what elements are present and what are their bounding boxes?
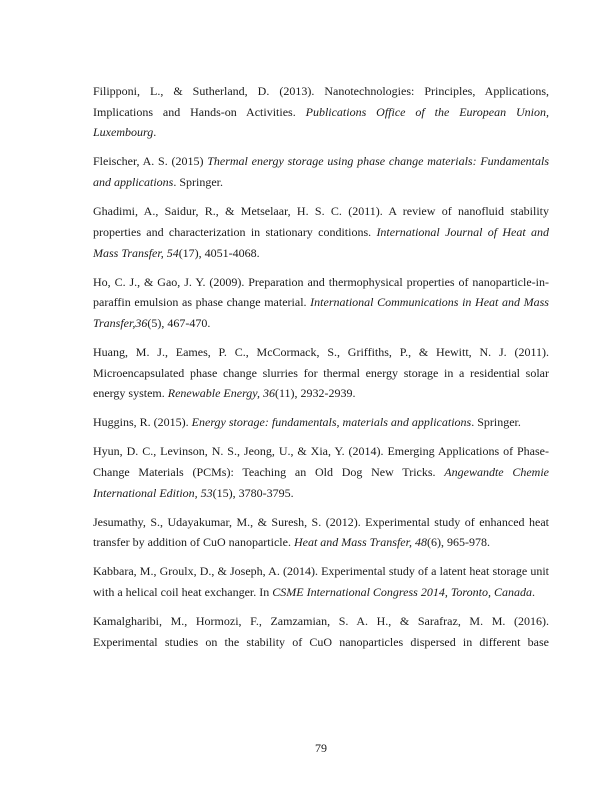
reference-text-segment: (6), 965-978. xyxy=(426,535,490,550)
reference-entry xyxy=(93,512,549,553)
reference-italic-segment: Angewandte Chemie International Edition, 53 xyxy=(93,465,550,500)
reference-text-segment: Jesumathy, S., Udayakumar, M., & Suresh, S. (2012). Experimental study of enhanced heat transfer by addition of CuO nanoparticle. xyxy=(93,514,549,550)
reference-text-segment: Fleischer, A. S. (2015) xyxy=(93,154,208,169)
reference-italic-segment: International Journal of Heat and Mass Transfer, 54 xyxy=(93,224,549,260)
reference-text-segment: Huang, M. J., Eames, P. C., McCormack, S., Griffiths, P., & Hewitt, N. J. (2011). Microencapsulated phase change slurries for thermal energy storage in a residential solar energy system. xyxy=(93,344,549,401)
reference-italic-segment: Renewable Energy, 36 xyxy=(167,386,275,401)
reference-italic-segment: CSME International Congress 2014, Toronto, Canada xyxy=(272,585,532,600)
reference-italic-segment: Energy storage: fundamentals, materials and applications xyxy=(191,415,472,430)
reference-italic-segment: International Communications in Heat and Mass Transfer,36 xyxy=(93,295,549,330)
reference-entry xyxy=(93,342,549,404)
reference-text-segment: . xyxy=(531,585,535,600)
reference-text-segment: Kamalgharibi, M., Hormozi, F., Zamzamian, S. A. H., & Sarafraz, M. M. (2016). Experimental studies on the stability of CuO nanoparticles dispersed in different base xyxy=(93,614,549,649)
reference-text-segment: (15), 3780-3795. xyxy=(212,485,294,500)
reference-text-segment: (17), 4051-4068. xyxy=(178,245,260,260)
reference-italic-segment: Thermal energy storage using phase change materials: Fundamentals and applications xyxy=(93,154,549,190)
reference-entry xyxy=(93,611,549,652)
reference-text-segment: Huggins, R. (2015). xyxy=(93,415,192,430)
reference-text-segment: Ghadimi, A., Saidur, R., & Metselaar, H. S. C. (2011). A review of nanofluid stability properties and characterization in stationary conditions. xyxy=(93,204,549,239)
reference-text-segment: Filipponi, L., & Sutherland, D. (2013). Nanotechnologies: Principles, Applications, Implications and Hands-on Activities. xyxy=(93,84,549,119)
reference-text-segment: Kabbara, M., Groulx, D., & Joseph, A. (2014). Experimental study of a latent heat storage unit with a helical coil heat exchanger. In xyxy=(93,564,549,600)
reference-entry xyxy=(93,151,549,192)
reference-entry xyxy=(93,441,549,503)
reference-text-segment: (5), 467-470. xyxy=(147,315,211,330)
reference-italic-segment: Publications Office of the European Union, Luxembourg xyxy=(93,104,550,140)
reference-text-segment: . Springer. xyxy=(173,175,224,190)
reference-text-segment: (11), 2932-2939. xyxy=(274,386,356,401)
reference-entry xyxy=(93,272,549,334)
references-list xyxy=(93,81,549,661)
reference-text-segment: Ho, C. J., & Gao, J. Y. (2009). Preparation and thermophysical properties of nanoparticle-in-paraffin emulsion as phase change material. xyxy=(93,274,549,310)
reference-text-segment: . xyxy=(153,125,157,140)
reference-entry xyxy=(93,412,549,433)
reference-text-segment: Hyun, D. C., Levinson, N. S., Jeong, U., & Xia, Y. (2014). Emerging Applications of Phase-Change Materials (PCMs): Teaching an Old Dog New Tricks. xyxy=(93,444,549,480)
reference-entry xyxy=(93,81,549,143)
reference-entry xyxy=(93,561,549,602)
reference-text-segment: . Springer. xyxy=(471,415,521,430)
page-number: 79 xyxy=(315,741,327,755)
reference-entry xyxy=(93,201,549,263)
reference-italic-segment: Heat and Mass Transfer, 48 xyxy=(293,535,427,550)
